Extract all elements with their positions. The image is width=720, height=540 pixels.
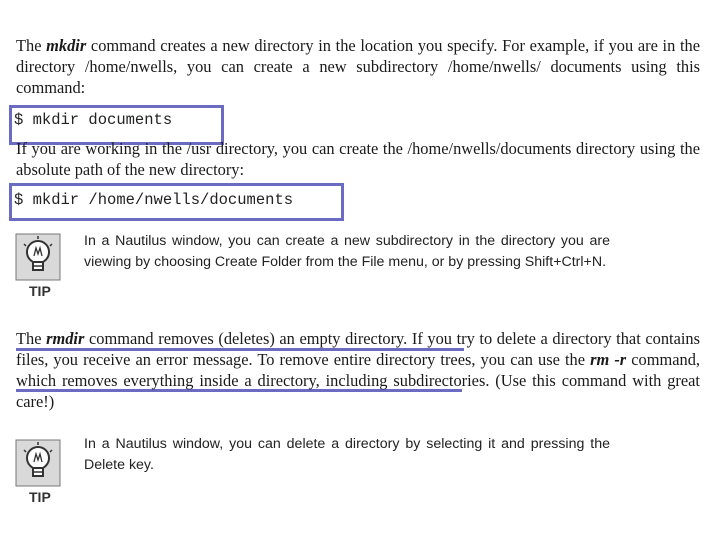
- mkdir-relative-command: $ mkdir documents: [14, 111, 173, 129]
- rm-r-term: rm -r: [590, 350, 627, 369]
- tip-delete-folder-text: In a Nautilus window, you can delete a directory by selecting it and pressing the Delete key.: [84, 436, 610, 473]
- tip-label: TIP: [29, 283, 51, 299]
- mkdir-absolute-command: $ mkdir /home/nwells/documents: [14, 191, 294, 209]
- mkdir-term: mkdir: [46, 36, 87, 55]
- lightbulb-tip-icon: [12, 438, 68, 506]
- absolute-path-paragraph: If you are working in the /usr directory, you can create the /home/nwells/documents directory using the absolute path of the new directory:: [16, 139, 700, 179]
- rmdir-paragraph: The rmdir command removes (deletes) an empty directory. If you try to delete a directory that contains files, you receive an error message. To remove entire directory trees, you can use the rm -r command, which removes everything inside a directory, including subdirectories. (Use this command with great care!): [16, 329, 700, 411]
- lightbulb-tip-icon: [12, 232, 68, 300]
- mkdir-intro-paragraph: The mkdir command creates a new directory in the location you specify. For example, if you are in the directory /home/nwells, you can create a new subdirectory /home/nwells/ documents using this command:: [16, 36, 700, 97]
- rmdir-term: rmdir: [46, 329, 85, 348]
- tip-label: TIP: [29, 489, 51, 505]
- tip-create-folder-text: In a Nautilus window, you can create a new subdirectory in the directory you are viewing by choosing Create Folder from the File menu, or by pressing Shift+Ctrl+N.: [84, 233, 610, 270]
